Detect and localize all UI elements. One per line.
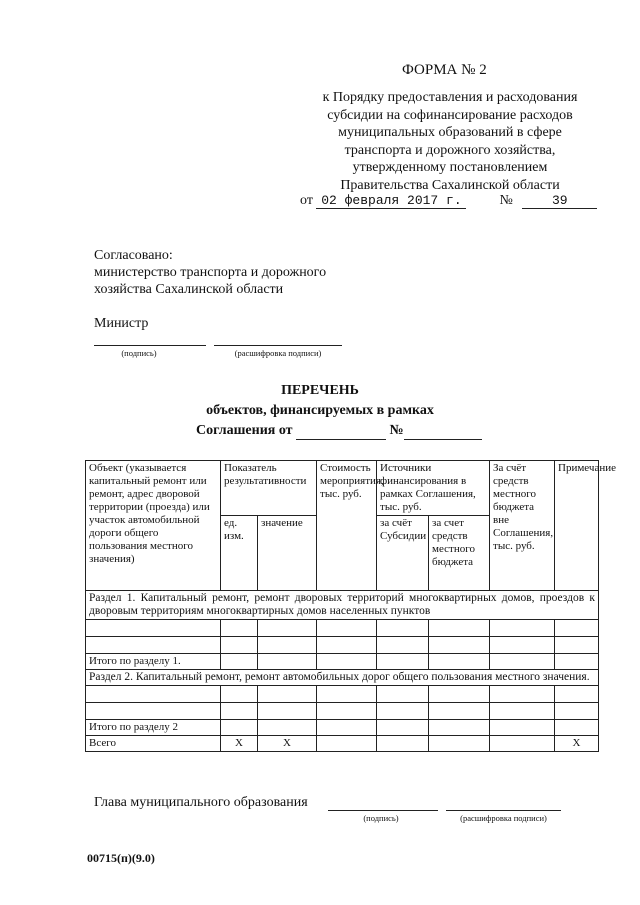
header-line: к Порядку предоставления и расходования bbox=[322, 90, 578, 105]
minister-signature-line bbox=[94, 345, 206, 346]
header-unit: ед. изм. bbox=[221, 516, 258, 591]
resolution-number: 39 bbox=[522, 193, 597, 209]
approval-block bbox=[94, 247, 326, 298]
resolution-date: 02 февраля 2017 г. bbox=[316, 193, 466, 209]
header-subsidy: за счёт Субсидии bbox=[377, 516, 429, 591]
minister-label: Министр bbox=[94, 316, 149, 331]
header-sources: Источники финансирования в рамках Соглашения, тыс. руб. bbox=[377, 461, 490, 516]
head-signature-caption: (подпись) bbox=[363, 813, 399, 823]
table-row bbox=[86, 703, 599, 720]
table-row bbox=[86, 637, 599, 654]
table-row bbox=[86, 720, 599, 736]
form-title: ФОРМА № 2 bbox=[402, 62, 487, 78]
decode-caption: (расшифровка подписи) bbox=[234, 348, 322, 358]
head-decode-caption: (расшифровка подписи) bbox=[460, 813, 547, 823]
table-row bbox=[86, 620, 599, 637]
table-row bbox=[86, 654, 599, 670]
head-signature-line bbox=[328, 810, 438, 811]
form-header-text bbox=[290, 89, 610, 194]
head-decode-line bbox=[446, 810, 561, 811]
table-row bbox=[86, 736, 599, 752]
header-line: Правительства Сахалинской области bbox=[340, 177, 560, 193]
header-local-budget: за счет средств местного бюджета bbox=[429, 516, 490, 591]
header-note: Примечание bbox=[555, 461, 599, 591]
header-line: утвержденному постановлением bbox=[352, 160, 548, 175]
head-label: Глава муниципального образования bbox=[94, 795, 308, 810]
header-cost: Стоимость мероприятия, тыс. руб. bbox=[317, 461, 377, 591]
date-prefix: от bbox=[300, 193, 313, 208]
header-extra-budget: За счёт средств местного бюджета вне Соглашения, тыс. руб. bbox=[490, 461, 555, 591]
agreement-prefix: Соглашения от bbox=[196, 423, 293, 438]
list-title: ПЕРЕЧЕНЬ bbox=[281, 383, 359, 398]
section-2-title: Раздел 2. Капитальный ремонт, ремонт автомобильных дорог общего пользования местного значения. bbox=[86, 670, 599, 686]
x-mark-note: X bbox=[555, 736, 599, 752]
document-code: 00715(п)(9.0) bbox=[87, 851, 155, 865]
table-row bbox=[86, 686, 599, 703]
agreed-label: Согласовано: bbox=[94, 248, 173, 263]
agreed-line: хозяйства Сахалинской области bbox=[94, 282, 284, 297]
agreed-line: министерство транспорта и дорожного bbox=[94, 265, 327, 280]
header-object: Объект (указывается капитальный ремонт или ремонт, адрес дворовой территории (проезда) или участок автомобильной дороги общего пользования местного значения) bbox=[86, 461, 221, 591]
agreement-line bbox=[196, 423, 482, 440]
x-mark-unit: X bbox=[221, 736, 258, 752]
header-line: муниципальных образований в сфере bbox=[338, 125, 562, 140]
minister-decode-line bbox=[214, 345, 342, 346]
header-line: субсидии на софинансирование расходов bbox=[327, 107, 573, 123]
list-subtitle: объектов, финансируемых в рамках bbox=[206, 403, 434, 418]
grand-total-label: Всего bbox=[86, 736, 221, 752]
header-indicator: Показатель результативности bbox=[221, 461, 317, 516]
header-line: транспорта и дорожного хозяйства, bbox=[344, 142, 556, 158]
number-prefix: № bbox=[499, 193, 513, 208]
total-section-2: Итого по разделу 2 bbox=[86, 720, 221, 736]
agreement-number-prefix: № bbox=[389, 423, 404, 438]
header-value: значение bbox=[258, 516, 317, 591]
section-1-title: Раздел 1. Капитальный ремонт, ремонт дворовых территорий многоквартирных домов, проездов к дворовым территориям многоквартирных домов населенных пунктов bbox=[86, 591, 599, 620]
signature-caption: (подпись) bbox=[121, 348, 157, 358]
total-section-1: Итого по разделу 1. bbox=[86, 654, 221, 670]
objects-table bbox=[85, 460, 616, 752]
x-mark-value: X bbox=[258, 736, 317, 752]
resolution-date-line bbox=[300, 193, 597, 209]
